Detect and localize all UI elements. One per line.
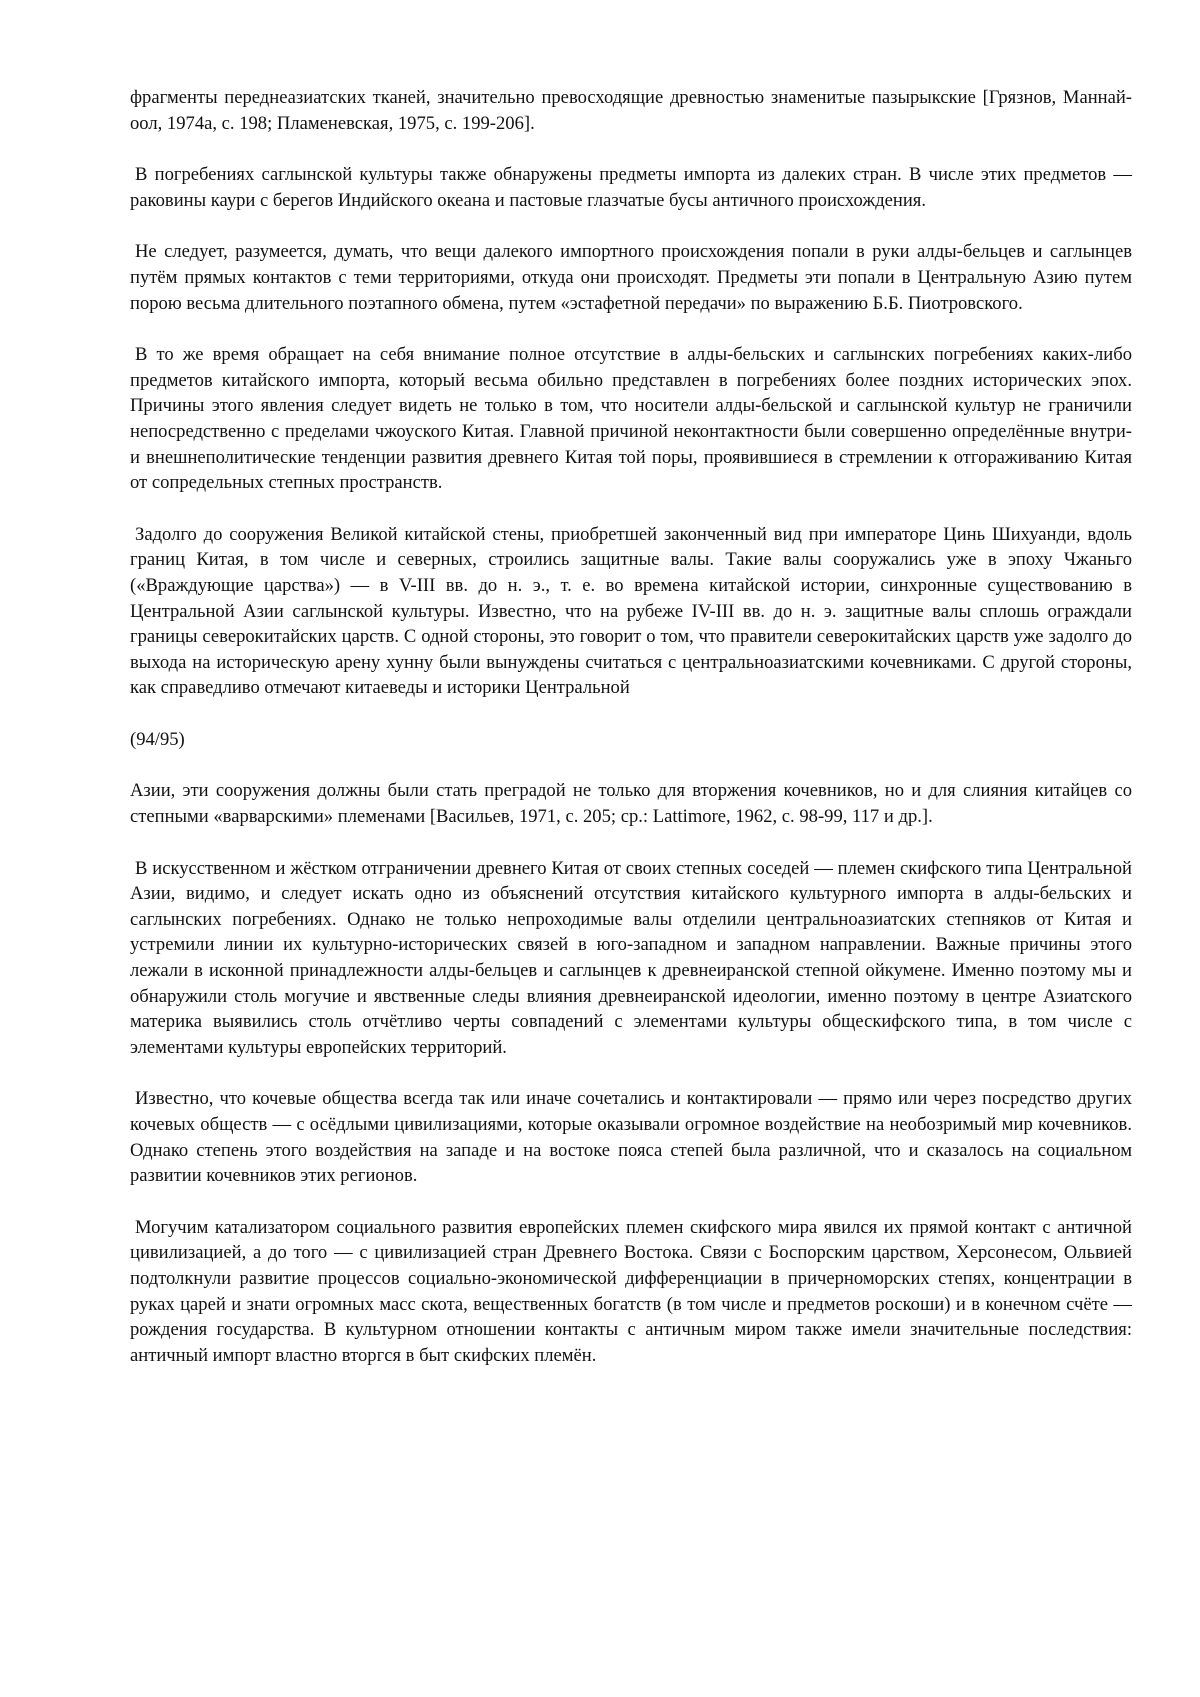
page-number-marker: (94/95) [130, 728, 185, 750]
paragraph-5: Задолго до сооружения Великой китайской стены, приобретшей законченный вид при императоре Цинь Шихуанди, вдоль границ Китая, в том числе и северных, строились защитные валы. Такие валы сооружались уже в эпоху Чжаньго («Враждующие царства») — в V-III вв. до н. э., т. е. во времена китайской истории, синхронные существованию в Центральной Азии саглынской культуры. Известно, что на рубеже IV-III вв. до н. э. защитные валы сплошь ограждали границы северокитайских царств. С одной стороны, это говорит о том, что правители северокитайских царств уже задолго до выхода на историческую арену хунну были вынуждены считаться с центральноазиатскими кочевниками. С другой стороны, как справедливо отмечают китаеведы и историки Центральной [130, 523, 1132, 699]
paragraph-9: Могучим катализатором социального развития европейских племен скифского мира явился их прямой контакт с античной цивилизацией, а до того — с цивилизацией стран Древнего Востока. Связи с Боспорским царством, Херсонесом, Ольвией подтолкнули развитие процессов социально-экономической дифференциации в причерноморских степях, концентрации в руках царей и знати огромных масс скота, вещественных богатств (в том числе и предметов роскоши) и в конечном счёте — рождения государства. В культурном отношении контакты с античным миром также имели значительные последствия: античный импорт властно вторгся в быт скифских племён. [130, 1216, 1132, 1366]
paragraph-7: В искусственном и жёстком отграничении древнего Китая от своих степных соседей — племен скифского типа Центральной Азии, видимо, и следует искать одно из объяснений отсутствия китайского культурного импорта в алды-бельских и саглынских погребениях. Однако не только непроходимые валы отделили центральноазиатских степняков от Китая и устремили линии их культурно-исторических связей в юго-западном и западном направлении. Важные причины этого лежали в исконной принадлежности алды-бельцев и саглынцев к древнеиранской степной ойкумене. Именно поэтому мы и обнаружили столь могучие и явственные следы влияния древнеиранской идеологии, именно поэтому в центре Азиатского материка выявились столь отчётливо черты совпадений с элементами культуры общескифского типа, в том числе с элементами культуры европейских территорий. [130, 857, 1132, 1058]
paragraph-3: Не следует, разумеется, думать, что вещи далекого импортного происхождения попали в руки алды-бельцев и саглынцев путём прямых контактов с теми территориями, откуда они происходят. Предметы эти попали в Центральную Азию путем порою весьма длительного поэтапного обмена, путем «эстафетной передачи» по выражению Б.Б. Пиотровского. [130, 241, 1132, 314]
paragraph-8: Известно, что кочевые общества всегда так или иначе сочетались и контактировали — прямо или через посредство других кочевых обществ — с осёдлыми цивилизациями, которые оказывали огромное воздействие на необозримый мир кочевников. Однако степень этого воздействия на западе и на востоке пояса степей была различной, что и сказалось на социальном развитии кочевников этих регионов. [130, 1088, 1132, 1187]
paragraph-1: фрагменты переднеазиатских тканей, значительно превосходящие древностью знаменитые пазырыкские [Грязнов, Маннай-оол, 1974а, с. 198; Пламеневская, 1975, с. 199-206]. [130, 87, 1132, 134]
document-page [130, 85, 1132, 1394]
paragraph-2: В погребениях саглынской культуры также обнаружены предметы импорта из далеких стран. В числе этих предметов — раковины каури с берегов Индийского океана и пастовые глазчатые бусы античного происхождения. [130, 164, 1132, 211]
paragraph-6: Азии, эти сооружения должны были стать преградой не только для вторжения кочевников, но и для слияния китайцев со степными «варварскими» племенами [Васильев, 1971, с. 205; ср.: Lattimore, 1962, с. 98-99, 117 и др.]. [130, 780, 1132, 828]
paragraph-4: В то же время обращает на себя внимание полное отсутствие в алды-бельских и саглынских погребениях каких-либо предметов китайского импорта, который весьма обильно представлен в погребениях более поздних исторических эпох. Причины этого явления следует видеть не только в том, что носители алды-бельской и саглынской культур не граничили непосредственно с пределами чжоуского Китая. Главной причиной неконтактности были совершенно определённые внутри- и внешнеполитические тенденции развития древнего Китая той поры, проявившиеся в стремлении к отгораживанию Китая от сопредельных степных пространств. [130, 344, 1132, 494]
